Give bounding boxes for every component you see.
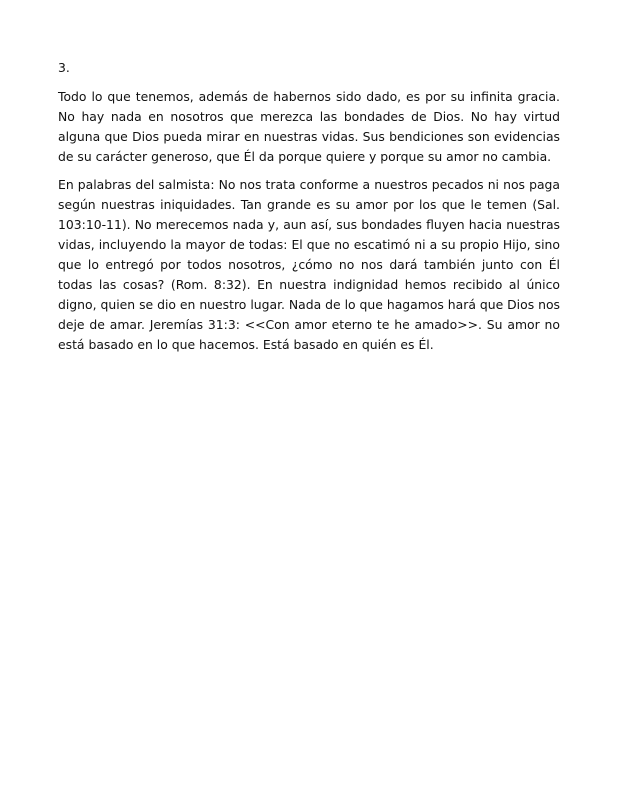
paragraph-2: En palabras del salmista: No nos trata conforme a nuestros pecados ni nos paga según nuestras iniquidades. Tan grande es su amor por los que le temen (Sal. 103:10-11). No merecemos nada y, aun así, sus bondades fluyen hacia nuestras vidas, incluyendo la mayor de todas: El que no escatimó ni a su propio Hijo, sino que lo entregó por todos nosotros, ¿cómo no nos dará también junto con Él todas las cosas? (Rom. 8:32). En nuestra indignidad hemos recibido al único digno, quien se dio en nuestro lugar. Nada de lo que hagamos hará que Dios nos deje de amar. Jeremías 31:3: <<Con amor eterno te he amado>>. Su amor no está basado en lo que hacemos. Está basado en quién es Él. bbox=[58, 177, 560, 352]
paragraph-1: Todo lo que tenemos, además de habernos sido dado, es por su infinita gracia. No hay nada en nosotros que merezca las bondades de Dios. No hay virtud alguna que Dios pueda mirar en nuestras vidas. Sus bendiciones son evidencias de su carácter generoso, que Él da porque quiere y porque su amor no cambia. bbox=[58, 89, 560, 164]
document-page bbox=[58, 58, 560, 363]
section-number: 3. bbox=[58, 60, 70, 75]
